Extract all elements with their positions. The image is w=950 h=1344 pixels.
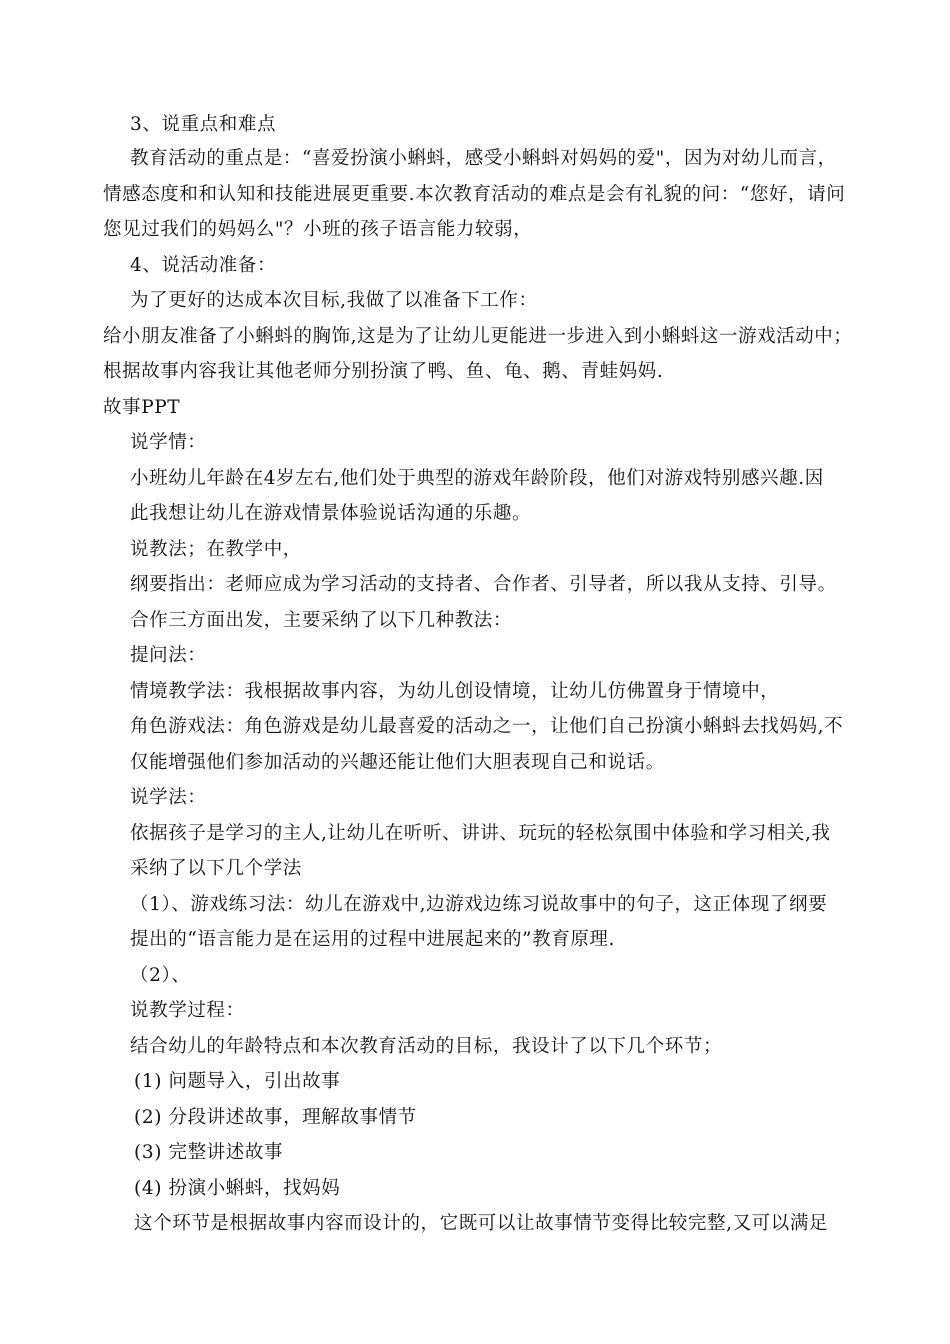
paragraph-line: 为了更好的达成本次目标,我做了以准备下工作： — [130, 290, 538, 311]
paragraph-line: 此我想让幼儿在游戏情景体验说话沟通的乐趣。 — [130, 503, 532, 524]
list-item: (4) 扮演小蝌蚪，找妈妈 — [134, 1178, 341, 1199]
heading-preparation: 4、说活动准备： — [130, 255, 277, 276]
paragraph-line: 根据故事内容我让其他老师分别扮演了鸭、鱼、龟、鹅、青蛙妈妈. — [103, 361, 664, 382]
paragraph-line: 情感态度和和认知和技能进展更重要.本次教育活动的难点是会有礼貌的问：“您好，请问 — [103, 184, 846, 205]
heading-teaching-method: 说教法；在教学中， — [130, 539, 302, 560]
paragraph-line: 仅能增强他们参加活动的兴趣还能让他们大胆表现自己和说话。 — [130, 752, 665, 773]
list-item: 角色游戏法：角色游戏是幼儿最喜爱的活动之一，让他们自己扮演小蝌蚪去找妈妈,不 — [130, 716, 844, 737]
paragraph-line: 依据孩子是学习的主人,让幼儿在听听、讲讲、玩玩的轻松氛围中体验和学习相关,我 — [130, 823, 831, 844]
paragraph-line: 这个环节是根据故事内容而设计的，它既可以让故事情节变得比较完整,又可以满足 — [134, 1213, 829, 1234]
paragraph-line: 给小朋友准备了小蝌蚪的胸饰,这是为了让幼儿更能进一步进入到小蝌蚪这一游戏活动中； — [103, 326, 853, 347]
paragraph-line: 您见过我们的妈妈么"？小班的孩子语言能力较弱， — [103, 219, 533, 240]
paragraph-line: 结合幼儿的年龄特点和本次教育活动的目标，我设计了以下几个环节； — [130, 1036, 723, 1057]
paragraph-line: 小班幼儿年龄在4岁左右,他们处于典型的游戏年龄阶段，他们对游戏特别感兴趣.因 — [130, 468, 824, 489]
heading-learning-method: 说学法： — [130, 787, 207, 808]
paragraph-line: 提出的“语言能力是在运用的过程中进展起来的”教育原理. — [130, 929, 615, 950]
list-item: （1）、游戏练习法：幼儿在游戏中,边游戏边练习说故事中的句子，这正体现了纲要 — [130, 894, 828, 915]
paragraph-line: 教育活动的重点是：“喜爱扮演小蝌蚪，感受小蝌蚪对妈妈的爱"，因为对幼儿而言， — [130, 148, 837, 169]
list-item: 情境教学法：我根据故事内容，为幼儿创设情境，让幼儿仿佛置身于情境中， — [130, 681, 780, 702]
paragraph-line: 故事PPT — [103, 397, 181, 418]
paragraph-line: 纲要指出：老师应成为学习活动的支持者、合作者、引导者，所以我从支持、引导。 — [130, 574, 837, 595]
heading-learning-situation: 说学情： — [130, 432, 207, 453]
heading-key-points: 3、说重点和难点 — [130, 114, 277, 135]
heading-teaching-process: 说教学过程： — [130, 1000, 245, 1021]
list-item: (3) 完整讲述故事 — [134, 1142, 284, 1163]
list-item: (2) 分段讲述故事，理解故事情节 — [134, 1107, 417, 1128]
paragraph-line: 合作三方面出发，主要采纳了以下几种教法： — [130, 610, 513, 631]
list-item: (1) 问题导入，引出故事 — [134, 1071, 341, 1092]
list-item: 提问法： — [130, 645, 207, 666]
list-item: （2）、 — [130, 965, 191, 986]
paragraph-line: 采纳了以下几个学法 — [130, 858, 302, 879]
